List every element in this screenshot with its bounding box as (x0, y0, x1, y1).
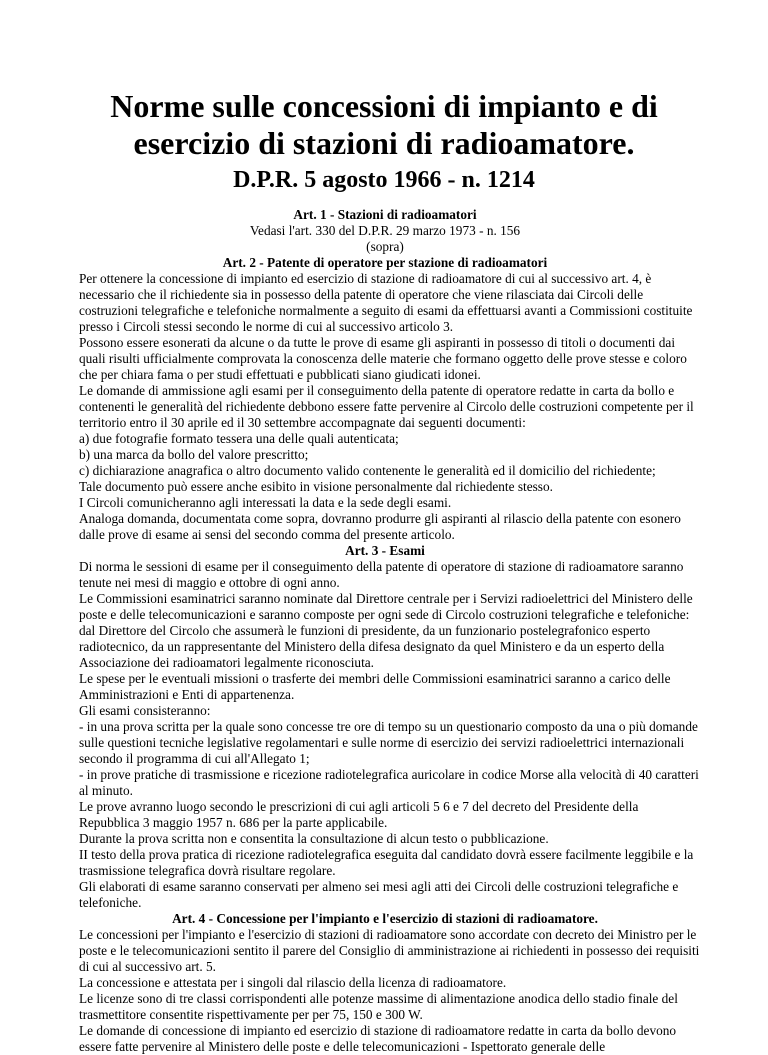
text-line: La concessione e attestata per i singoli dal rilascio della licenza di radioamatore. (79, 975, 507, 990)
text-line: radiotecnico, da un rappresentante del Ministero della difesa designato da quel Ministero e da un esperto della (79, 639, 665, 654)
text-line: trasmettitore consentite rispettivamente per per 75, 150 e 300 W. (79, 1007, 423, 1022)
text-line: Durante la prova scritta non e consentita la consultazione di alcun testo o pubblicazione. (79, 831, 549, 846)
text-line: Le domande di ammissione agli esami per il conseguimento della patente di operatore redatte in carta da bollo e (79, 383, 675, 398)
text-line: Le concessioni per l'impianto e l'esercizio di stazioni di radioamatore sono accordate con decreto dei Ministro per le (79, 927, 697, 942)
text-line: contenenti le generalità del richiedente debbono essere fatte pervenire al Circolo delle costruzioni competente per il (79, 399, 694, 414)
art3-body (79, 559, 699, 911)
text-line: Le prove avranno luogo secondo le prescrizioni di cui agli articoli 5 6 e 7 del decreto del Presidente della (79, 799, 639, 814)
art1-heading: Art. 1 - Stazioni di radioamatori (293, 207, 477, 222)
text-line: necessario che il richiedente sia in possesso della patente di operatore che viene rilasciata dai Circoli delle (79, 287, 644, 302)
text-line: Possono essere esonerati da alcune o da tutte le prove di esame gli aspiranti in possesso di titoli o documenti dai (79, 335, 676, 350)
text-line: Le spese per le eventuali missioni o trasferte dei membri delle Commissioni esaminatrici saranno a carico delle (79, 671, 671, 686)
text-line: b) una marca da bollo del valore prescritto; (79, 447, 309, 462)
text-line: - in una prova scritta per la quale sono concesse tre ore di tempo su un questionario composto da una o più domande (79, 719, 698, 734)
text-line: I Circoli comunicheranno agli interessati la data e la sede degli esami. (79, 495, 452, 510)
art2-heading: Art. 2 - Patente di operatore per stazione di radioamatori (222, 255, 548, 270)
text-line: quali risulti ufficialmente comprovata la conoscenza delle materie che formano oggetto delle prove stesse e coloro (79, 351, 687, 366)
text-line: sulle questioni tecniche legislative regolamentari e sulle norme di esercizio dei servizi radioelettrici internazionali (79, 735, 685, 750)
text-line: Per ottenere la concessione di impianto ed esercizio di stazione di radioamatore di cui al successivo art. 4, è (79, 271, 652, 286)
art2-body (79, 271, 694, 543)
text-line: Vedasi l'art. 330 del D.P.R. 29 marzo 1973 - n. 156 (249, 223, 521, 238)
text-line: costruzioni telegrafiche e telefoniche normalmente a seguito di esami da effettuarsi avanti a Commissioni costituite (79, 303, 693, 318)
title-line-1: Norme sulle concessioni di impianto e di (110, 88, 658, 124)
text-line: (sopra) (366, 239, 404, 254)
art4-body (79, 927, 700, 1055)
title-line-2: esercizio di stazioni di radioamatore. (133, 125, 635, 161)
text-line: dal Direttore del Circolo che assumerà le funzioni di presidente, da un funzionario postelegrafonico esperto (79, 623, 651, 638)
text-line: Di norma le sessioni di esame per il conseguimento della patente di operatore di stazione di radioamatore saranno (79, 559, 684, 574)
text-line: secondo il programma di cui all'Allegato 1; (79, 751, 310, 766)
document-body (79, 207, 700, 1055)
text-line: al minuto. (79, 783, 133, 798)
text-line: presso i Circoli stessi secondo le norme di cui al successivo articolo 3. (79, 319, 454, 334)
text-line: Gli esami consisteranno: (79, 703, 211, 718)
text-line: Le licenze sono di tre classi corrispondenti alle potenze massime di alimentazione anodica dello stadio finale del (79, 991, 678, 1006)
text-line: Tale documento può essere anche esibito in visione personalmente dal richiedente stesso. (79, 479, 553, 494)
text-line: Amministrazioni e Enti di appartenenza. (79, 687, 295, 702)
art1-body (79, 223, 691, 255)
text-line: II testo della prova pratica di ricezione radiotelegrafica eseguita dal candidato dovrà essere facilmente leggibile e la (79, 847, 694, 862)
text-line: dalle prove di esame ai sensi del secondo comma del presente articolo. (79, 527, 455, 542)
text-line: di cui al successivo art. 5. (79, 959, 216, 974)
art3-heading: Art. 3 - Esami (345, 543, 425, 558)
text-line: Analoga domanda, documentata come sopra, dovranno produrre gli aspiranti al rilascio della patente con esonero (79, 511, 681, 526)
text-line: che per chiara fama o per studi effettuati e pubblicati siano giudicati idonei. (79, 367, 481, 382)
text-line: poste e le telecomunicazioni sentito il parere del Consiglio di amministrazione ai richiedenti in possesso dei requisiti (79, 943, 700, 958)
text-line: poste e delle telecomunicazioni e saranno composte per ogni sede di Circolo costruzioni telegrafiche e telefoniche: (79, 607, 690, 622)
text-line: telefoniche. (79, 895, 142, 910)
art4-heading: Art. 4 - Concessione per l'impianto e l'esercizio di stazioni di radioamatore. (172, 911, 598, 926)
text-line: Le Commissioni esaminatrici saranno nominate dal Direttore centrale per i Servizi radioelettrici del Ministero delle (79, 591, 693, 606)
text-line: c) dichiarazione anagrafica o altro documento valido contenente le generalità ed il domicilio del richiedente; (79, 463, 656, 478)
text-line: Gli elaborati di esame saranno conservati per almeno sei mesi agli atti dei Circoli delle costruzioni telegrafiche e (79, 879, 679, 894)
text-line: tenute nei mesi di maggio e ottobre di ogni anno. (79, 575, 340, 590)
text-line: trasmissione telegrafica dovrà risultare regolare. (79, 863, 336, 878)
text-line: Le domande di concessione di impianto ed esercizio di stazione di radioamatore redatte in carta da bollo devono (79, 1023, 677, 1038)
text-line: - in prove pratiche di trasmissione e ricezione radiotelegrafica auricolare in codice Morse alla velocità di 40 caratteri (79, 767, 699, 782)
text-line: a) due fotografie formato tessera una delle quali autenticata; (79, 431, 399, 446)
text-line: Repubblica 3 maggio 1957 n. 686 per la parte applicabile. (79, 815, 388, 830)
text-line: territorio entro il 30 aprile ed il 30 settembre accompagnate dai seguenti documenti: (79, 415, 526, 430)
document-subtitle: D.P.R. 5 agosto 1966 - n. 1214 (233, 167, 535, 193)
text-line: Associazione dei radioamatori legalmente riconosciuta. (79, 655, 375, 670)
document-title (0, 88, 768, 162)
text-line: essere fatte pervenire al Ministero delle poste e delle telecomunicazioni - Ispettorato generale delle (79, 1039, 606, 1054)
